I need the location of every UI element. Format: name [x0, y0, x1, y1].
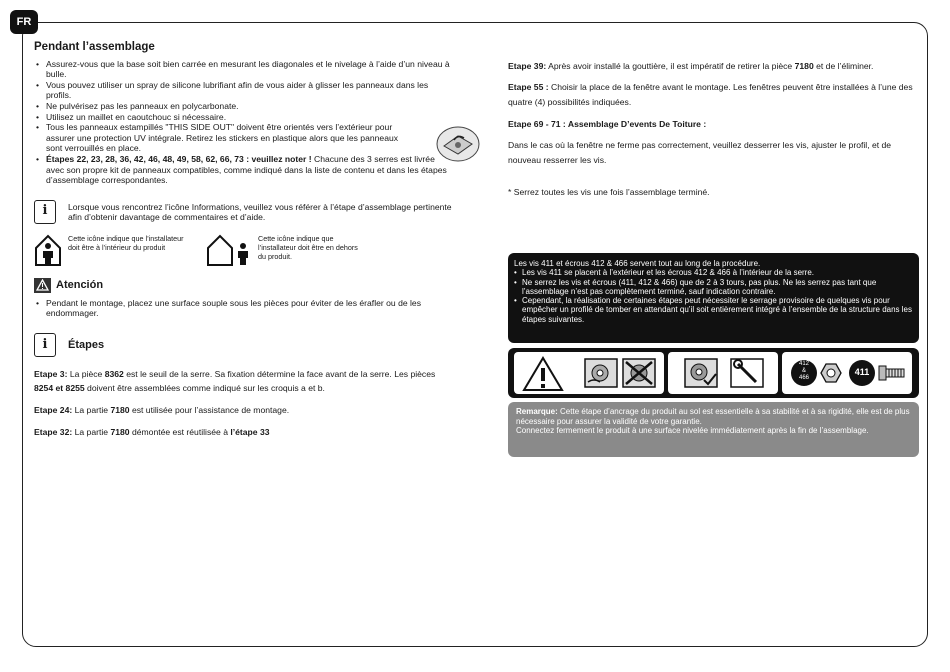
- info-icon: i: [34, 333, 56, 357]
- etape-text: et de l’éliminer.: [813, 61, 874, 71]
- list-item: • Cependant, la réalisation de certaines étapes peut nécessiter le serrage provisoire de quelques vis pour empêcher un profilé de tomber en attendant qu’il soit entièrement intégré à l’ensemble de la structure dans les étapes suivantes.: [514, 296, 913, 324]
- etape-reference: l’étape 33: [230, 426, 270, 437]
- nut-number: 466: [798, 375, 809, 381]
- etape-label: Etape 39:: [508, 61, 547, 71]
- screws-info-box: [508, 253, 919, 343]
- hardware-panel: [782, 352, 912, 394]
- tools-panel: [668, 352, 778, 394]
- list-item: • Assurez-vous que la base soit bien carrée en mesurant les diagonales et le nivelage à l’aide d’un niveau à bulle.: [34, 59, 454, 80]
- part-number: 8362: [104, 368, 124, 379]
- etape-label: Etape 32:: [34, 426, 73, 437]
- etape-text: démontée est réutilisée à: [129, 426, 231, 437]
- info-text: Lorsque vous rencontrez l’icône Informations, veuillez vous référer à l’étape d’assemblage pertinente afin d’obtenir davantage de commentaires et d’aide.: [68, 201, 452, 223]
- etape-text: La partie: [72, 426, 111, 437]
- list-item: [34, 122, 454, 154]
- etape-text: Choisir la place de la fenêtre avant le montage. Les fenêtres peuvent être installées à l’une des quatre (4) possibilités indiquées.: [508, 82, 913, 107]
- nut-bolt-icon: [584, 358, 618, 388]
- remark-body: Cette étape d’ancrage du produit au sol est essentielle à sa stabilité et à sa rigidité, elle est de plus nécessaire pour assurer la validité de votre garantie.: [516, 407, 910, 426]
- etape-32: [34, 425, 454, 439]
- list-item: • Utilisez un maillet en caoutchouc si nécessaire.: [34, 112, 454, 123]
- installer-outside-icon: [206, 234, 252, 266]
- warning-icon: [34, 278, 51, 293]
- installer-inside-block: [34, 234, 194, 266]
- info-note: [34, 200, 454, 224]
- etape-text: doivent être assemblées comme indiqué sur les croquis a et b.: [84, 382, 325, 393]
- remark-text-2: Connectez fermement le produit à une surface nivelée immédiatement après la fin de l’assemblage.: [516, 426, 869, 436]
- etape-label: Etape 3:: [34, 368, 68, 379]
- etape-69-71-title: Etape 69 - 71 : Assemblage D’events De Toiture :: [508, 119, 707, 129]
- final-note: * Serrez toutes les vis une fois l’assemblage terminé.: [508, 187, 710, 197]
- tighten-check-icon: [684, 358, 718, 388]
- list-item: • Ne serrez les vis et écrous (411, 412 & 466) que de 2 à 3 tours, pas plus. Ne les serrez pas tant que l’assemblage n’est pas complètement terminé, sauf indication contraire.: [514, 278, 913, 297]
- etapes-heading: [34, 333, 454, 357]
- list-item: • Ne pulvérisez pas les panneaux en polycarbonate.: [34, 101, 454, 112]
- screw-label: 411: [854, 367, 870, 377]
- right-column: [508, 60, 918, 206]
- hardware-icon-bar: [508, 348, 919, 398]
- steps-note-text: Chacune des 3 serres est livrée avec son propre kit de panneaux compatibles, comme indiqué dans la liste de contenu et dans les étapes d’assemblage correspondantes.: [46, 153, 447, 186]
- etape-text: La partie: [72, 404, 111, 415]
- etape-3: [34, 367, 454, 395]
- nut-amp: &: [801, 368, 806, 374]
- panel-sticker-icon: [436, 126, 480, 162]
- etape-text: Après avoir installé la gouttière, il est impératif de retirer la pièce: [546, 61, 795, 71]
- warning-title: Atención: [56, 278, 104, 291]
- part-number: 7180: [794, 61, 814, 71]
- screw-icon: [878, 362, 906, 384]
- hex-nut-icon: [820, 362, 842, 384]
- etape-text: est utilisée pour l’assistance de montage.: [129, 404, 290, 415]
- etape-39: [508, 60, 918, 72]
- installer-outside-block: [206, 234, 366, 266]
- remark-text: [516, 407, 911, 426]
- etape-label: Etape 55 :: [508, 82, 549, 92]
- installer-icons: [34, 234, 454, 266]
- etape-text: est le seuil de la serre. Sa fixation détermine la face avant de la serre. Les pièces: [123, 368, 436, 379]
- remark-label: Remarque:: [516, 407, 558, 416]
- installer-inside-icon: [34, 234, 62, 266]
- section-title: Pendant l’assemblage: [34, 41, 155, 53]
- screws-intro: Les vis 411 et écrous 412 & 466 servent tout au long de la procédure.: [514, 259, 761, 268]
- assembly-tips-list: [34, 59, 454, 186]
- nut-label: [790, 361, 818, 382]
- etape-text: La pièce: [67, 368, 105, 379]
- wrench-icon: [730, 358, 764, 388]
- installer-outside-text: Cette icône indique que l’installateur doit être en dehors du produit.: [258, 233, 358, 261]
- steps-note-bold: Étapes 22, 23, 28, 36, 42, 46, 48, 49, 58, 62, 66, 73 : veuillez noter !: [46, 153, 312, 164]
- etape-24: [34, 403, 454, 417]
- warning-list: [34, 298, 454, 319]
- part-number: 7180: [110, 404, 130, 415]
- list-item-text: Tous les panneaux estampillés "THIS SIDE OUT" doivent être orientés vers l’extérieur pour assurer une protection UV intégrale. Retirez les stickers en plastique alors que les panneaux sont verrouillés en place.: [46, 122, 399, 154]
- list-item: • Les vis 411 se placent à l’extérieur et les écrous 412 & 466 à l’intérieur de la serre.: [514, 268, 913, 277]
- no-tighten-panel: [514, 352, 664, 394]
- nut-number: 412: [798, 361, 809, 367]
- no-tighten-icon: [622, 358, 656, 388]
- part-number: 8254 et 8255: [34, 382, 85, 393]
- language-badge: FR: [10, 10, 38, 34]
- etapes-list: [34, 367, 454, 439]
- list-item: [34, 154, 454, 186]
- left-column: [34, 42, 454, 447]
- list-item: • Pendant le montage, placez une surface souple sous les pièces pour éviter de les érafler ou de les endommager.: [34, 298, 454, 319]
- remark-box: [508, 402, 919, 457]
- etape-label: Etape 24:: [34, 404, 73, 415]
- warning-heading: [34, 278, 454, 293]
- etape-55: [508, 80, 918, 110]
- etape-69-71-text: Dans le cas où la fenêtre ne ferme pas correctement, veuillez desserrer les vis, ajuster le profil, et de nouveau resserrer les vis.: [508, 140, 892, 165]
- etapes-title: Étapes: [68, 338, 105, 351]
- screws-list: [514, 268, 913, 324]
- warning-triangle-icon: [522, 356, 564, 392]
- list-item: • Vous pouvez utiliser un spray de silicone lubrifiant afin de vous aider à glisser les panneaux dans les profils.: [34, 80, 454, 101]
- part-number: 7180: [110, 426, 130, 437]
- installer-inside-text: Cette icône indique que l’installateur doit être à l’intérieur du produit: [68, 233, 184, 252]
- info-icon: i: [34, 200, 56, 224]
